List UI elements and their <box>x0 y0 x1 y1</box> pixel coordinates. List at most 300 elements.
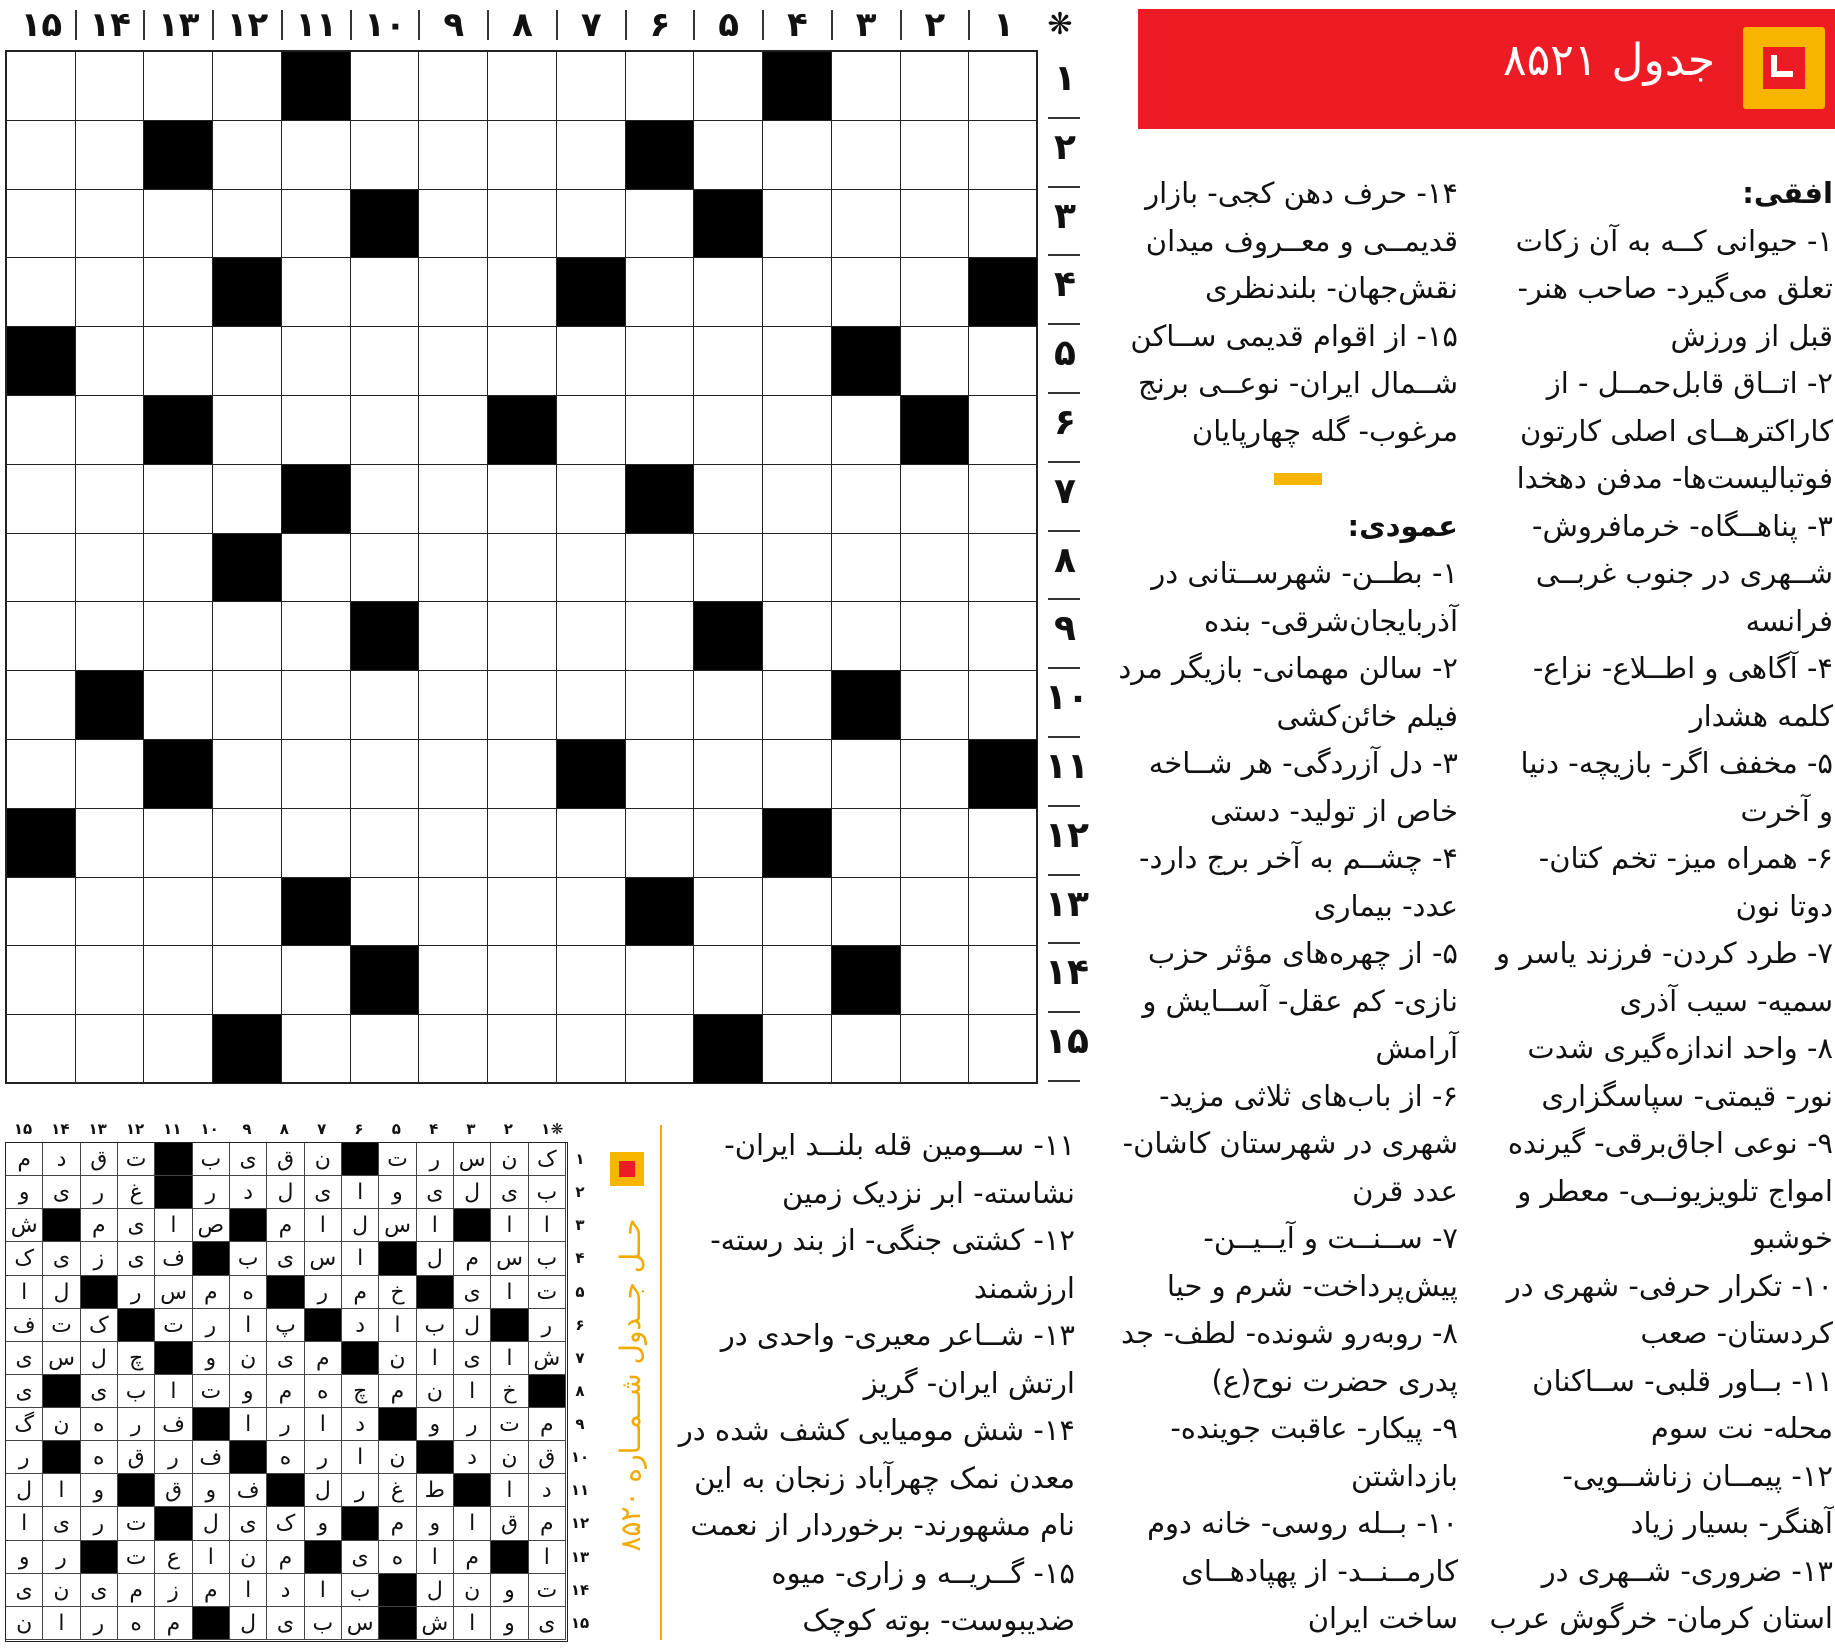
solution-cell: ر <box>81 1176 118 1209</box>
solution-cell: ز <box>155 1574 192 1607</box>
solution-cell: ف <box>193 1441 230 1474</box>
grid-cell[interactable] <box>213 465 282 534</box>
grid-cell[interactable] <box>626 258 695 327</box>
grid-cell[interactable] <box>694 396 763 465</box>
solution-black-cell <box>491 1309 528 1342</box>
grid-cell[interactable] <box>626 1015 695 1084</box>
grid-cell[interactable] <box>832 258 901 327</box>
solution-cell: ی <box>6 1342 43 1375</box>
grid-cell[interactable] <box>76 534 145 603</box>
grid-cell[interactable] <box>144 190 213 259</box>
grid-cell[interactable] <box>969 121 1038 190</box>
solution-cell: پ <box>267 1309 304 1342</box>
grid-cell[interactable] <box>763 740 832 809</box>
grid-cell[interactable] <box>626 396 695 465</box>
grid-cell[interactable] <box>213 740 282 809</box>
grid-cell[interactable] <box>763 465 832 534</box>
grid-cell[interactable] <box>832 809 901 878</box>
grid-cell[interactable] <box>763 946 832 1015</box>
row-divider <box>1048 736 1080 738</box>
grid-cell[interactable] <box>694 946 763 1015</box>
grid-cell[interactable] <box>969 1015 1038 1084</box>
row-divider <box>1048 392 1080 394</box>
grid-cell[interactable] <box>969 946 1038 1015</box>
grid-cell[interactable] <box>969 327 1038 396</box>
grid-cell[interactable] <box>557 534 626 603</box>
grid-cell[interactable] <box>694 534 763 603</box>
solution-cell: ه <box>230 1276 267 1309</box>
column-number: ۹ <box>443 5 465 45</box>
grid-cell[interactable] <box>832 740 901 809</box>
column-number: ۲ <box>924 5 946 45</box>
grid-cell[interactable] <box>213 327 282 396</box>
solution-cell: م <box>118 1574 155 1607</box>
solution-row-number: ۸ <box>575 1381 585 1400</box>
grid-cell[interactable] <box>557 946 626 1015</box>
grid-cell[interactable] <box>901 878 970 947</box>
solution-cell: س <box>491 1242 528 1275</box>
solution-cell: ق <box>267 1143 304 1176</box>
grid-cell[interactable] <box>557 465 626 534</box>
grid-cell[interactable] <box>419 534 488 603</box>
grid-cell[interactable] <box>626 52 695 121</box>
solution-cell: ب <box>529 1176 566 1209</box>
solution-cell: ق <box>155 1474 192 1507</box>
solution-cell: غ <box>379 1474 416 1507</box>
grid-cell[interactable] <box>419 1015 488 1084</box>
grid-cell[interactable] <box>901 809 970 878</box>
grid-cell[interactable] <box>76 946 145 1015</box>
grid-cell[interactable] <box>76 52 145 121</box>
grid-cell[interactable] <box>969 396 1038 465</box>
solution-cell: م <box>6 1143 43 1176</box>
solution-cell: ی <box>230 1143 267 1176</box>
grid-cell[interactable] <box>213 396 282 465</box>
grid-cell[interactable] <box>213 121 282 190</box>
grid-cell[interactable] <box>969 602 1038 671</box>
grid-cell[interactable] <box>351 396 420 465</box>
clue-line: نام مشهورند- برخوردار از نعمت <box>690 1508 1075 1542</box>
down-heading: عمودی: <box>1347 508 1458 543</box>
solution-cell: م <box>267 1541 304 1574</box>
grid-cell[interactable] <box>419 190 488 259</box>
grid-cell[interactable] <box>282 534 351 603</box>
grid-cell[interactable] <box>901 327 970 396</box>
clue-line: کارمــنــد- از پهپادهــای <box>1181 1553 1458 1588</box>
grid-cell[interactable] <box>557 809 626 878</box>
solution-cell: ی <box>43 1242 80 1275</box>
grid-cell[interactable] <box>901 671 970 740</box>
grid-cell[interactable] <box>832 52 901 121</box>
solution-black-cell <box>155 1342 192 1375</box>
black-cell <box>7 809 76 878</box>
grid-cell[interactable] <box>419 809 488 878</box>
grid-cell[interactable] <box>901 52 970 121</box>
down-clues-column-continued <box>678 1122 1075 1645</box>
solution-cell: ف <box>6 1309 43 1342</box>
grid-cell[interactable] <box>488 190 557 259</box>
grid-cell[interactable] <box>76 121 145 190</box>
row-divider <box>1048 667 1080 669</box>
grid-cell[interactable] <box>7 946 76 1015</box>
solution-cell: ل <box>305 1474 342 1507</box>
grid-cell[interactable] <box>282 740 351 809</box>
grid-cell[interactable] <box>7 1015 76 1084</box>
grid-cell[interactable] <box>832 602 901 671</box>
grid-cell[interactable] <box>351 878 420 947</box>
solution-black-cell <box>342 1143 379 1176</box>
solution-cell: ش <box>529 1342 566 1375</box>
grid-cell[interactable] <box>763 258 832 327</box>
grid-cell[interactable] <box>901 258 970 327</box>
grid-cell[interactable] <box>419 465 488 534</box>
grid-cell[interactable] <box>7 258 76 327</box>
grid-cell[interactable] <box>282 190 351 259</box>
grid-cell[interactable] <box>557 602 626 671</box>
grid-cell[interactable] <box>351 1015 420 1084</box>
grid-cell[interactable] <box>626 327 695 396</box>
grid-cell[interactable] <box>832 396 901 465</box>
row-number: ۱۲ <box>1045 814 1089 856</box>
grid-cell[interactable] <box>694 52 763 121</box>
clue-line: آرامش <box>1375 1031 1458 1065</box>
grid-cell[interactable] <box>901 946 970 1015</box>
grid-cell[interactable] <box>557 327 626 396</box>
solution-cell: ا <box>155 1209 192 1242</box>
solution-black-cell <box>417 1441 454 1474</box>
solution-cell: خ <box>379 1276 416 1309</box>
grid-cell[interactable] <box>282 671 351 740</box>
solution-cell: ر <box>6 1441 43 1474</box>
grid-cell[interactable] <box>832 190 901 259</box>
grid-cell[interactable] <box>351 121 420 190</box>
clue-line: آذربایجان‌شرقی- بنده <box>1203 603 1458 638</box>
grid-cell[interactable] <box>694 671 763 740</box>
grid-cell[interactable] <box>76 396 145 465</box>
crossword-grid <box>5 50 1038 1084</box>
clue-line: ۱- بطــن- شهرســتانی در <box>1151 556 1458 590</box>
solution-cell: ن <box>230 1541 267 1574</box>
solution-cell: ا <box>230 1408 267 1441</box>
grid-cell[interactable] <box>7 534 76 603</box>
grid-cell[interactable] <box>213 878 282 947</box>
solution-cell: ی <box>43 1507 80 1540</box>
grid-cell[interactable] <box>901 465 970 534</box>
grid-cell[interactable] <box>351 327 420 396</box>
grid-cell[interactable] <box>282 396 351 465</box>
grid-cell[interactable] <box>694 465 763 534</box>
solution-cell: و <box>417 1408 454 1441</box>
clue-line: ساخت ایران <box>1307 1601 1458 1635</box>
grid-cell[interactable] <box>7 52 76 121</box>
clue-line: نقش‌جهان- بلندنظری <box>1204 271 1458 305</box>
solution-black-cell <box>267 1474 304 1507</box>
grid-cell[interactable] <box>7 465 76 534</box>
grid-cell[interactable] <box>7 121 76 190</box>
grid-cell[interactable] <box>419 258 488 327</box>
grid-cell[interactable] <box>7 740 76 809</box>
grid-cell[interactable] <box>144 946 213 1015</box>
grid-cell[interactable] <box>213 190 282 259</box>
solution-cell: ا <box>417 1342 454 1375</box>
grid-cell[interactable] <box>694 878 763 947</box>
grid-cell[interactable] <box>763 327 832 396</box>
grid-cell[interactable] <box>901 602 970 671</box>
grid-cell[interactable] <box>832 465 901 534</box>
grid-cell[interactable] <box>969 671 1038 740</box>
grid-cell[interactable] <box>488 327 557 396</box>
solution-cell: ت <box>155 1309 192 1342</box>
grid-cell[interactable] <box>144 465 213 534</box>
solution-cell: ا <box>454 1507 491 1540</box>
grid-cell[interactable] <box>969 878 1038 947</box>
grid-cell[interactable] <box>76 327 145 396</box>
grid-cell[interactable] <box>488 740 557 809</box>
grid-cell[interactable] <box>144 534 213 603</box>
grid-cell[interactable] <box>626 671 695 740</box>
grid-cell[interactable] <box>969 190 1038 259</box>
black-cell <box>832 946 901 1015</box>
grid-cell[interactable] <box>144 1015 213 1084</box>
column-number: ۴ <box>787 5 808 45</box>
grid-cell[interactable] <box>488 534 557 603</box>
solution-cell: و <box>417 1507 454 1540</box>
grid-cell[interactable] <box>626 602 695 671</box>
grid-cell[interactable] <box>901 190 970 259</box>
grid-cell[interactable] <box>901 740 970 809</box>
solution-black-cell <box>454 1474 491 1507</box>
grid-cell[interactable] <box>144 671 213 740</box>
grid-cell[interactable] <box>7 396 76 465</box>
grid-cell[interactable] <box>626 809 695 878</box>
grid-cell[interactable] <box>76 258 145 327</box>
across-clues-column <box>1489 170 1833 1643</box>
row-divider <box>1048 461 1080 463</box>
clue-line: فوتبالیست‌ها- مدفن دهخدا <box>1516 461 1833 495</box>
grid-cell[interactable] <box>351 534 420 603</box>
grid-cell[interactable] <box>351 740 420 809</box>
grid-cell[interactable] <box>351 52 420 121</box>
solution-cell: ا <box>417 1209 454 1242</box>
grid-cell[interactable] <box>763 602 832 671</box>
solution-cell: ت <box>529 1276 566 1309</box>
grid-cell[interactable] <box>282 327 351 396</box>
grid-cell[interactable] <box>488 946 557 1015</box>
grid-cell[interactable] <box>901 1015 970 1084</box>
grid-cell[interactable] <box>557 671 626 740</box>
grid-cell[interactable] <box>282 602 351 671</box>
solution-cell: ا <box>491 1209 528 1242</box>
grid-cell[interactable] <box>901 534 970 603</box>
grid-cell[interactable] <box>419 121 488 190</box>
grid-cell[interactable] <box>694 740 763 809</box>
grid-cell[interactable] <box>419 946 488 1015</box>
grid-cell[interactable] <box>76 809 145 878</box>
grid-cell[interactable] <box>213 52 282 121</box>
grid-cell[interactable] <box>626 534 695 603</box>
clue-line: ۴- چشــم به آخر برج دارد- <box>1139 841 1458 875</box>
grid-cell[interactable] <box>694 809 763 878</box>
solution-cell: ی <box>118 1242 155 1275</box>
clue-line: آهنگر- بسیار زیاد <box>1630 1506 1833 1540</box>
solution-cell: غ <box>118 1176 155 1209</box>
solution-cell: و <box>491 1574 528 1607</box>
solution-cell: ل <box>81 1342 118 1375</box>
grid-cell[interactable] <box>419 396 488 465</box>
grid-cell[interactable] <box>626 946 695 1015</box>
grid-cell[interactable] <box>488 1015 557 1084</box>
black-cell <box>626 121 695 190</box>
grid-cell[interactable] <box>488 52 557 121</box>
clue-line: ۱۲- پیمــان زناشــویی- <box>1562 1458 1833 1493</box>
grid-cell[interactable] <box>488 258 557 327</box>
column-number: ۵ <box>718 5 740 45</box>
grid-cell[interactable] <box>557 878 626 947</box>
row-divider <box>1048 117 1080 119</box>
solution-black-cell <box>305 1541 342 1574</box>
grid-cell[interactable] <box>488 809 557 878</box>
grid-cell[interactable] <box>419 878 488 947</box>
clue-line: و آخرت <box>1740 793 1833 828</box>
solution-black-cell <box>193 1242 230 1275</box>
grid-cell[interactable] <box>557 190 626 259</box>
solution-cell: ا <box>6 1507 43 1540</box>
grid-cell[interactable] <box>7 602 76 671</box>
solution-column-number: ۱۵ <box>13 1120 33 1138</box>
grid-cell[interactable] <box>832 878 901 947</box>
grid-cell[interactable] <box>419 602 488 671</box>
black-cell <box>832 327 901 396</box>
grid-cell[interactable] <box>213 602 282 671</box>
solution-cell: ا <box>6 1276 43 1309</box>
solution-cell: ر <box>342 1474 379 1507</box>
grid-cell[interactable] <box>694 327 763 396</box>
grid-cell[interactable] <box>213 809 282 878</box>
grid-cell[interactable] <box>7 190 76 259</box>
grid-cell[interactable] <box>351 671 420 740</box>
clue-line: ۷- طرد کردن- فرزند یاسر و <box>1496 936 1833 970</box>
grid-cell[interactable] <box>213 671 282 740</box>
grid-cell[interactable] <box>557 121 626 190</box>
grid-cell[interactable] <box>488 671 557 740</box>
grid-cell[interactable] <box>832 534 901 603</box>
solution-cell: ی <box>267 1342 304 1375</box>
grid-cell[interactable] <box>763 534 832 603</box>
row-divider <box>1048 942 1080 944</box>
grid-cell[interactable] <box>488 121 557 190</box>
grid-cell[interactable] <box>419 740 488 809</box>
grid-cell[interactable] <box>694 121 763 190</box>
grid-cell[interactable] <box>763 190 832 259</box>
grid-cell[interactable] <box>557 52 626 121</box>
grid-cell[interactable] <box>488 602 557 671</box>
grid-cell[interactable] <box>557 396 626 465</box>
grid-cell[interactable] <box>213 946 282 1015</box>
solution-row-number: ۹ <box>575 1415 585 1434</box>
grid-cell[interactable] <box>76 602 145 671</box>
grid-cell[interactable] <box>419 327 488 396</box>
solution-black-cell <box>81 1541 118 1574</box>
grid-cell[interactable] <box>763 121 832 190</box>
solution-row-number: ۱۰ <box>570 1448 590 1467</box>
clue-line: عدد- بیماری <box>1313 888 1458 923</box>
column-number: ۸ <box>512 5 533 45</box>
solution-cell: ب <box>118 1375 155 1408</box>
section-separator <box>1138 455 1458 503</box>
grid-cell[interactable] <box>626 740 695 809</box>
grid-cell[interactable] <box>76 878 145 947</box>
grid-cell[interactable] <box>144 52 213 121</box>
grid-cell[interactable] <box>144 809 213 878</box>
grid-cell[interactable] <box>969 52 1038 121</box>
grid-cell[interactable] <box>144 258 213 327</box>
solution-cell: س <box>155 1276 192 1309</box>
grid-cell[interactable] <box>351 258 420 327</box>
grid-cell[interactable] <box>144 327 213 396</box>
grid-cell[interactable] <box>282 809 351 878</box>
clue-line: استان کرمان- خرگوش عرب <box>1489 1601 1833 1635</box>
grid-cell[interactable] <box>763 396 832 465</box>
grid-cell[interactable] <box>7 671 76 740</box>
grid-cell[interactable] <box>763 1015 832 1084</box>
grid-cell[interactable] <box>901 121 970 190</box>
grid-cell[interactable] <box>488 465 557 534</box>
solution-cell: ا <box>230 1309 267 1342</box>
grid-cell[interactable] <box>557 1015 626 1084</box>
grid-cell[interactable] <box>351 465 420 534</box>
clue-line: ۶- از باب‌های ثلاثی مزید- <box>1159 1078 1458 1113</box>
clue-line: ۸- واحد اندازه‌گیری شدت <box>1527 1031 1833 1065</box>
black-cell <box>763 809 832 878</box>
grid-cell[interactable] <box>282 1015 351 1084</box>
grid-cell[interactable] <box>282 121 351 190</box>
clue-line: قدیمــی و معــروف میدان <box>1145 223 1458 258</box>
grid-cell[interactable] <box>763 671 832 740</box>
grid-cell[interactable] <box>351 809 420 878</box>
grid-cell[interactable] <box>282 946 351 1015</box>
solution-cell: و <box>230 1375 267 1408</box>
clue-line: نشاسته- ابر نزدیک زمین <box>781 1175 1075 1210</box>
grid-cell[interactable] <box>419 52 488 121</box>
solution-cell: س <box>305 1242 342 1275</box>
solution-cell: ف <box>155 1242 192 1275</box>
solution-cell: م <box>454 1541 491 1574</box>
grid-cell[interactable] <box>832 1015 901 1084</box>
black-cell <box>213 258 282 327</box>
grid-cell[interactable] <box>144 602 213 671</box>
grid-cell[interactable] <box>7 878 76 947</box>
solution-black-cell <box>267 1276 304 1309</box>
grid-cell[interactable] <box>969 809 1038 878</box>
solution-cell: ت <box>118 1507 155 1540</box>
grid-cell[interactable] <box>76 190 145 259</box>
grid-cell[interactable] <box>419 671 488 740</box>
grid-cell[interactable] <box>282 258 351 327</box>
grid-cell[interactable] <box>488 878 557 947</box>
grid-cell[interactable] <box>76 465 145 534</box>
grid-cell[interactable] <box>76 740 145 809</box>
grid-cell[interactable] <box>694 258 763 327</box>
grid-cell[interactable] <box>832 121 901 190</box>
solution-cell: ن <box>379 1342 416 1375</box>
grid-cell[interactable] <box>763 878 832 947</box>
grid-cell[interactable] <box>969 465 1038 534</box>
grid-cell[interactable] <box>626 190 695 259</box>
grid-cell[interactable] <box>969 534 1038 603</box>
grid-cell[interactable] <box>76 1015 145 1084</box>
solution-cell: ل <box>230 1607 267 1640</box>
grid-cell[interactable] <box>144 878 213 947</box>
